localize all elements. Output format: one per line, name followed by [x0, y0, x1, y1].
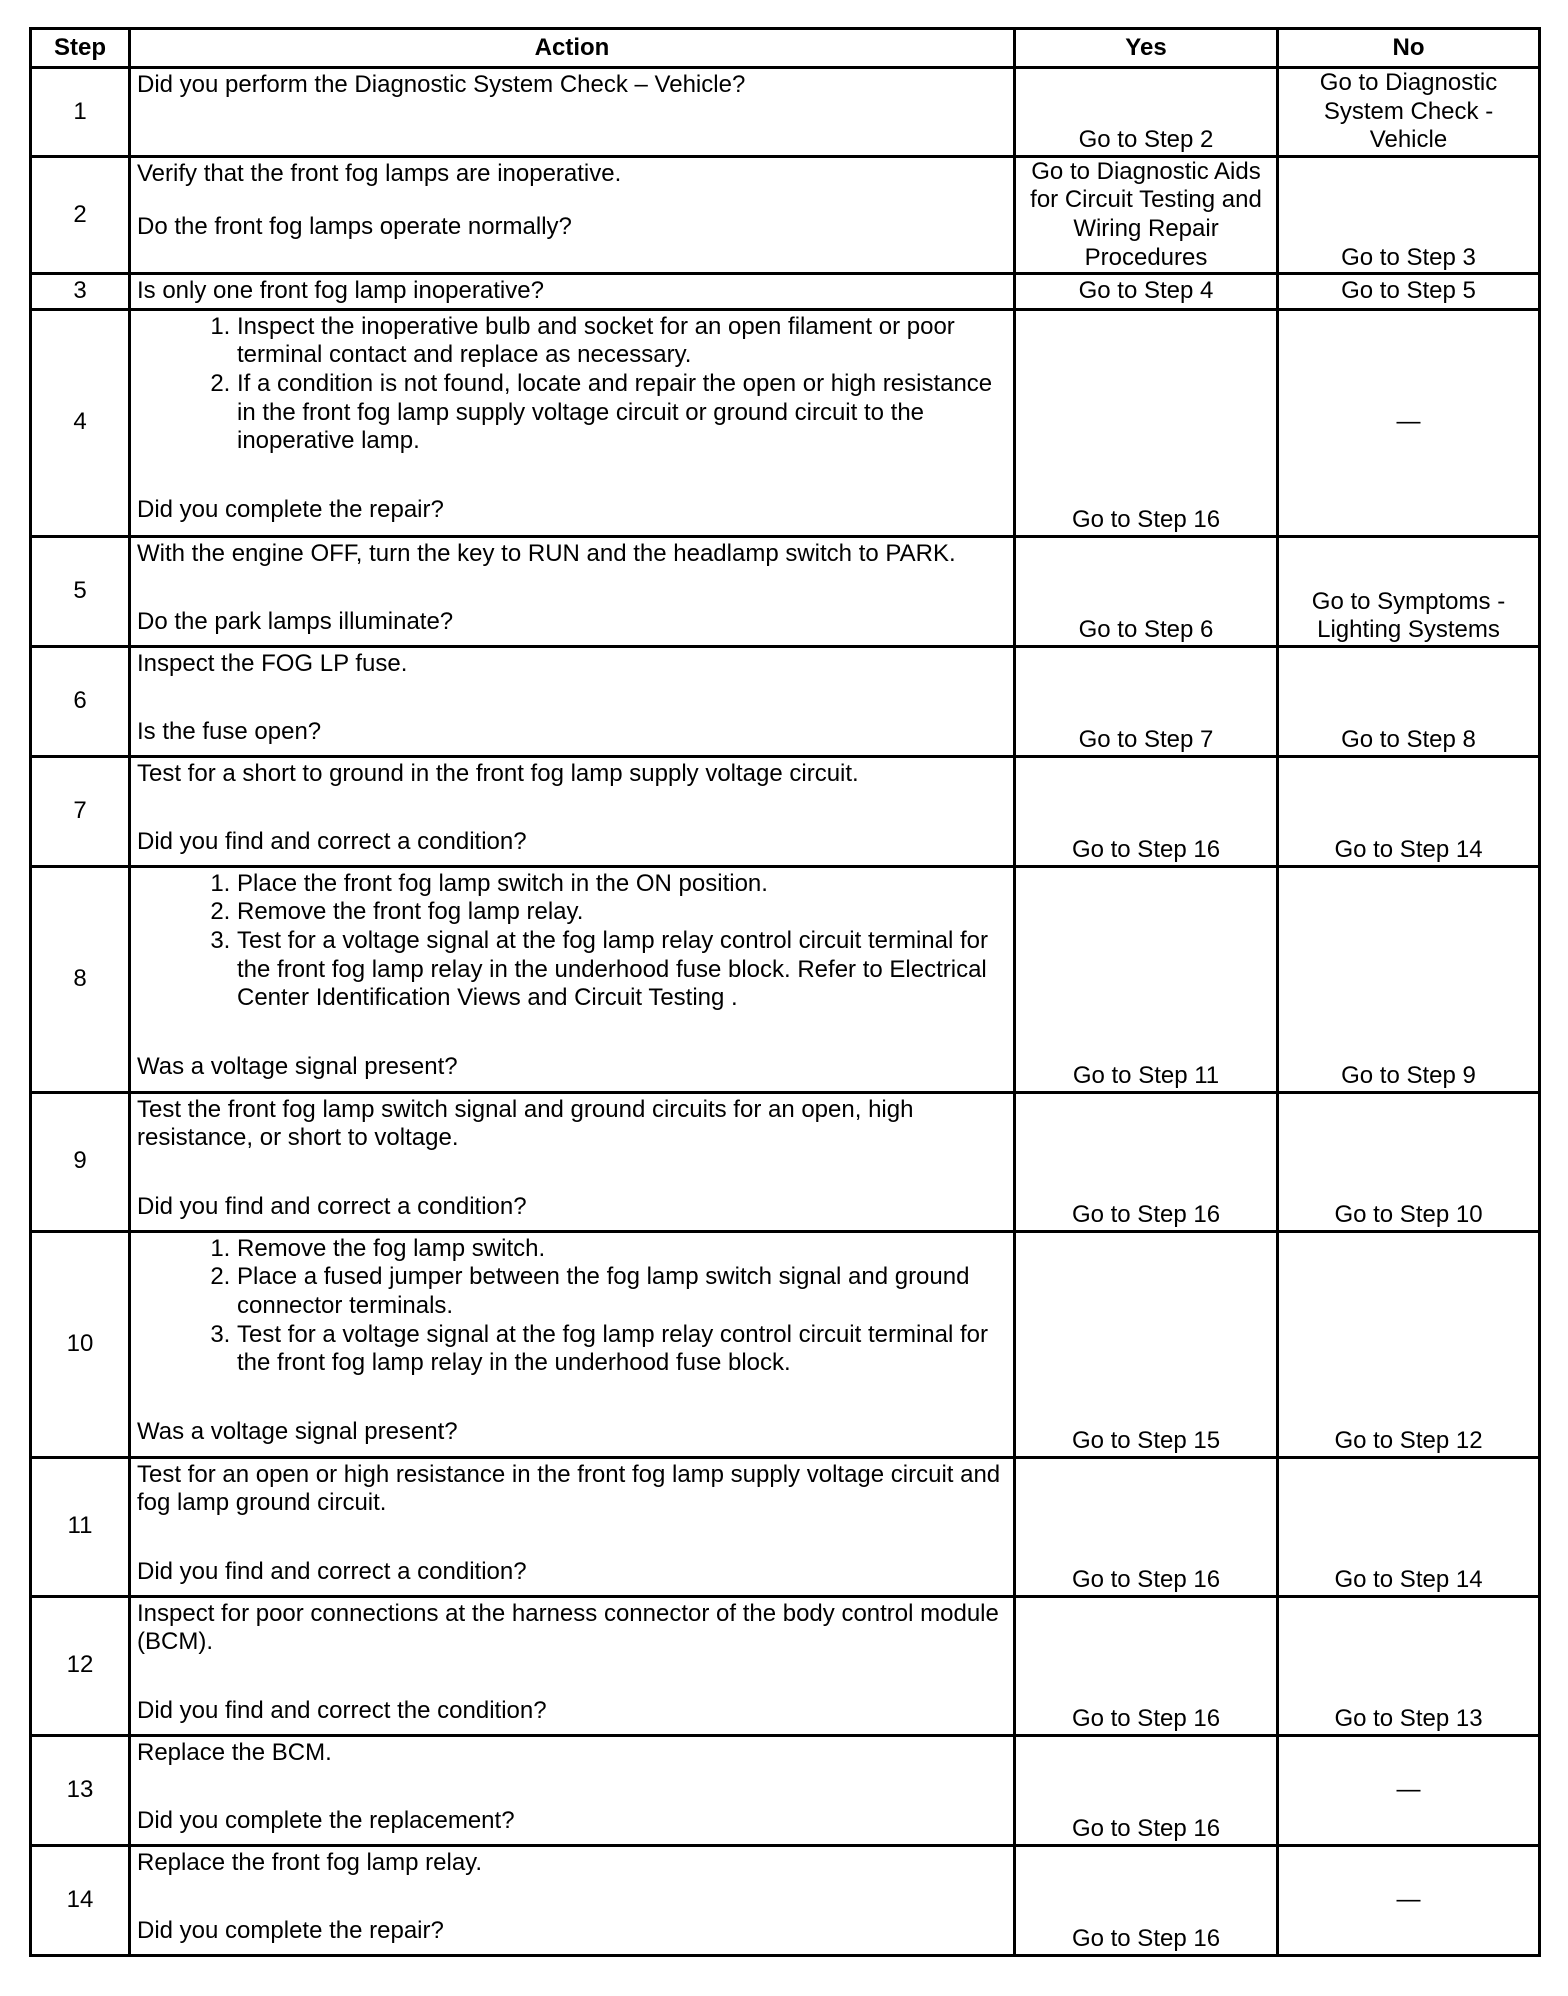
- list-item: 1. Place the front fog lamp switch in the ON position.: [237, 870, 1009, 899]
- list-item: 2. Remove the front fog lamp relay.: [237, 898, 1009, 927]
- no-result: Go to Step 13: [1278, 1596, 1540, 1735]
- no-result: —: [1278, 1845, 1540, 1955]
- action-question: Do the front fog lamps operate normally?: [137, 213, 572, 241]
- yes-result: Go to Step 16: [1015, 1845, 1278, 1955]
- header-row: [31, 29, 1540, 68]
- list-item: 2. Place a fused jumper between the fog lamp switch signal and ground connector terminals.: [237, 1263, 1009, 1320]
- table-row: [31, 1092, 1540, 1231]
- step-number: 14: [31, 1845, 130, 1955]
- step-number: 9: [31, 1092, 130, 1231]
- table-row: [31, 1735, 1540, 1845]
- no-result: Go to Step 14: [1278, 1457, 1540, 1596]
- action-cell: [130, 1092, 1015, 1231]
- action-question: Did you complete the replacement?: [137, 1807, 515, 1835]
- step-number: 10: [31, 1231, 130, 1457]
- table-row: [31, 68, 1540, 157]
- action-cell: [130, 536, 1015, 646]
- yes-result: Go to Step 4: [1015, 274, 1278, 310]
- header-yes: Yes: [1015, 29, 1278, 68]
- action-cell: [130, 756, 1015, 866]
- action-text: Replace the BCM.: [137, 1738, 332, 1766]
- step-number: 7: [31, 756, 130, 866]
- step-number: 1: [31, 68, 130, 157]
- action-cell: [130, 1845, 1015, 1955]
- yes-result: Go to Step 2: [1015, 68, 1278, 157]
- no-result: Go to Step 3: [1278, 156, 1540, 273]
- step-number: 8: [31, 866, 130, 1092]
- yes-result: Go to Step 16: [1015, 309, 1278, 536]
- step-number: 11: [31, 1457, 130, 1596]
- table-row: [31, 866, 1540, 1092]
- action-cell: [130, 1457, 1015, 1596]
- action-question: Do the park lamps illuminate?: [137, 608, 454, 636]
- step-number: 3: [31, 274, 130, 310]
- action-cell: [130, 1735, 1015, 1845]
- action-cell: [130, 646, 1015, 756]
- action-question: Is the fuse open?: [137, 718, 322, 746]
- action-question: Did you find and correct the condition?: [137, 1696, 547, 1724]
- step-number: 13: [31, 1735, 130, 1845]
- yes-result: Go to Step 11: [1015, 866, 1278, 1092]
- step-number: 5: [31, 536, 130, 646]
- header-action: Action: [130, 29, 1015, 68]
- yes-result: Go to Step 16: [1015, 1735, 1278, 1845]
- action-cell: [130, 866, 1015, 1092]
- yes-result: Go to Step 16: [1015, 1092, 1278, 1231]
- no-result: Go to Step 14: [1278, 756, 1540, 866]
- action-text: Test for a short to ground in the front fog lamp supply voltage circuit.: [137, 759, 859, 787]
- no-result: —: [1278, 1735, 1540, 1845]
- step-number: 2: [31, 156, 130, 273]
- action-steps-list: [137, 1235, 1009, 1378]
- action-text: With the engine OFF, turn the key to RUN and the headlamp switch to PARK.: [137, 539, 956, 567]
- yes-result: Go to Step 15: [1015, 1231, 1278, 1457]
- no-result: Go to Diagnostic System Check - Vehicle: [1278, 68, 1540, 157]
- no-result: Go to Step 5: [1278, 274, 1540, 310]
- step-number: 12: [31, 1596, 130, 1735]
- action-text: Verify that the front fog lamps are inoperative.: [137, 159, 622, 187]
- table-row: [31, 536, 1540, 646]
- action-text: Test for an open or high resistance in the front fog lamp supply voltage circuit and fog lamp ground circuit.: [137, 1460, 1001, 1517]
- table-row: [31, 309, 1540, 536]
- step-number: 6: [31, 646, 130, 756]
- no-result: Go to Symptoms - Lighting Systems: [1278, 536, 1540, 646]
- action-cell: [130, 68, 1015, 157]
- table-row: [31, 1596, 1540, 1735]
- yes-result: Go to Step 16: [1015, 1457, 1278, 1596]
- yes-result: Go to Step 16: [1015, 756, 1278, 866]
- action-text: Replace the front fog lamp relay.: [137, 1848, 483, 1876]
- action-text: Is only one front fog lamp inoperative?: [137, 277, 544, 305]
- action-question: Was a voltage signal present?: [137, 1417, 458, 1445]
- action-cell: [130, 309, 1015, 536]
- no-result: Go to Step 8: [1278, 646, 1540, 756]
- step-number: 4: [31, 309, 130, 536]
- header-step: Step: [31, 29, 130, 68]
- table-row: [31, 156, 1540, 273]
- action-question: Did you complete the repair?: [137, 495, 444, 523]
- action-question: Did you find and correct a condition?: [137, 1557, 527, 1585]
- action-question: Did you complete the repair?: [137, 1917, 444, 1945]
- table-row: [31, 274, 1540, 310]
- action-steps-list: [137, 870, 1009, 1013]
- action-cell: [130, 156, 1015, 273]
- list-item: 2. If a condition is not found, locate and repair the open or high resistance in the front fog lamp supply voltage circuit or ground circuit to the inoperative lamp.: [237, 370, 1009, 456]
- yes-result: Go to Step 7: [1015, 646, 1278, 756]
- list-item: 3. Test for a voltage signal at the fog lamp relay control circuit terminal for the front fog lamp relay in the underhood fuse block. Refer to Electrical Center Identification Views and Circuit Testing .: [237, 927, 1009, 1013]
- yes-result: Go to Step 6: [1015, 536, 1278, 646]
- no-result: Go to Step 12: [1278, 1231, 1540, 1457]
- action-text: Test the front fog lamp switch signal and ground circuits for an open, high resistance, or short to voltage.: [137, 1095, 914, 1152]
- action-text: Did you perform the Diagnostic System Check – Vehicle?: [137, 71, 746, 98]
- list-item: 3. Test for a voltage signal at the fog lamp relay control circuit terminal for the front fog lamp relay in the underhood fuse block.: [237, 1321, 1009, 1378]
- yes-result: Go to Step 16: [1015, 1596, 1278, 1735]
- action-question: Was a voltage signal present?: [137, 1052, 458, 1080]
- no-result: —: [1278, 309, 1540, 536]
- list-item: 1. Inspect the inoperative bulb and socket for an open filament or poor terminal contact and replace as necessary.: [237, 313, 1009, 370]
- action-cell: [130, 274, 1015, 310]
- list-item: 1. Remove the fog lamp switch.: [237, 1235, 1009, 1264]
- action-text: Inspect the FOG LP fuse.: [137, 649, 408, 677]
- table-row: [31, 646, 1540, 756]
- action-question: Did you find and correct a condition?: [137, 1192, 527, 1220]
- action-text: Inspect for poor connections at the harness connector of the body control module (BCM).: [137, 1599, 999, 1656]
- table-row: [31, 756, 1540, 866]
- table-row: [31, 1845, 1540, 1955]
- no-result: Go to Step 10: [1278, 1092, 1540, 1231]
- yes-result: Go to Diagnostic Aids for Circuit Testing and Wiring Repair Procedures: [1015, 156, 1278, 273]
- action-cell: [130, 1596, 1015, 1735]
- table-row: [31, 1231, 1540, 1457]
- action-question: Did you find and correct a condition?: [137, 828, 527, 856]
- action-cell: [130, 1231, 1015, 1457]
- no-result: Go to Step 9: [1278, 866, 1540, 1092]
- action-steps-list: [137, 313, 1009, 456]
- table-row: [31, 1457, 1540, 1596]
- diagnostic-table: [29, 27, 1541, 1957]
- header-no: No: [1278, 29, 1540, 68]
